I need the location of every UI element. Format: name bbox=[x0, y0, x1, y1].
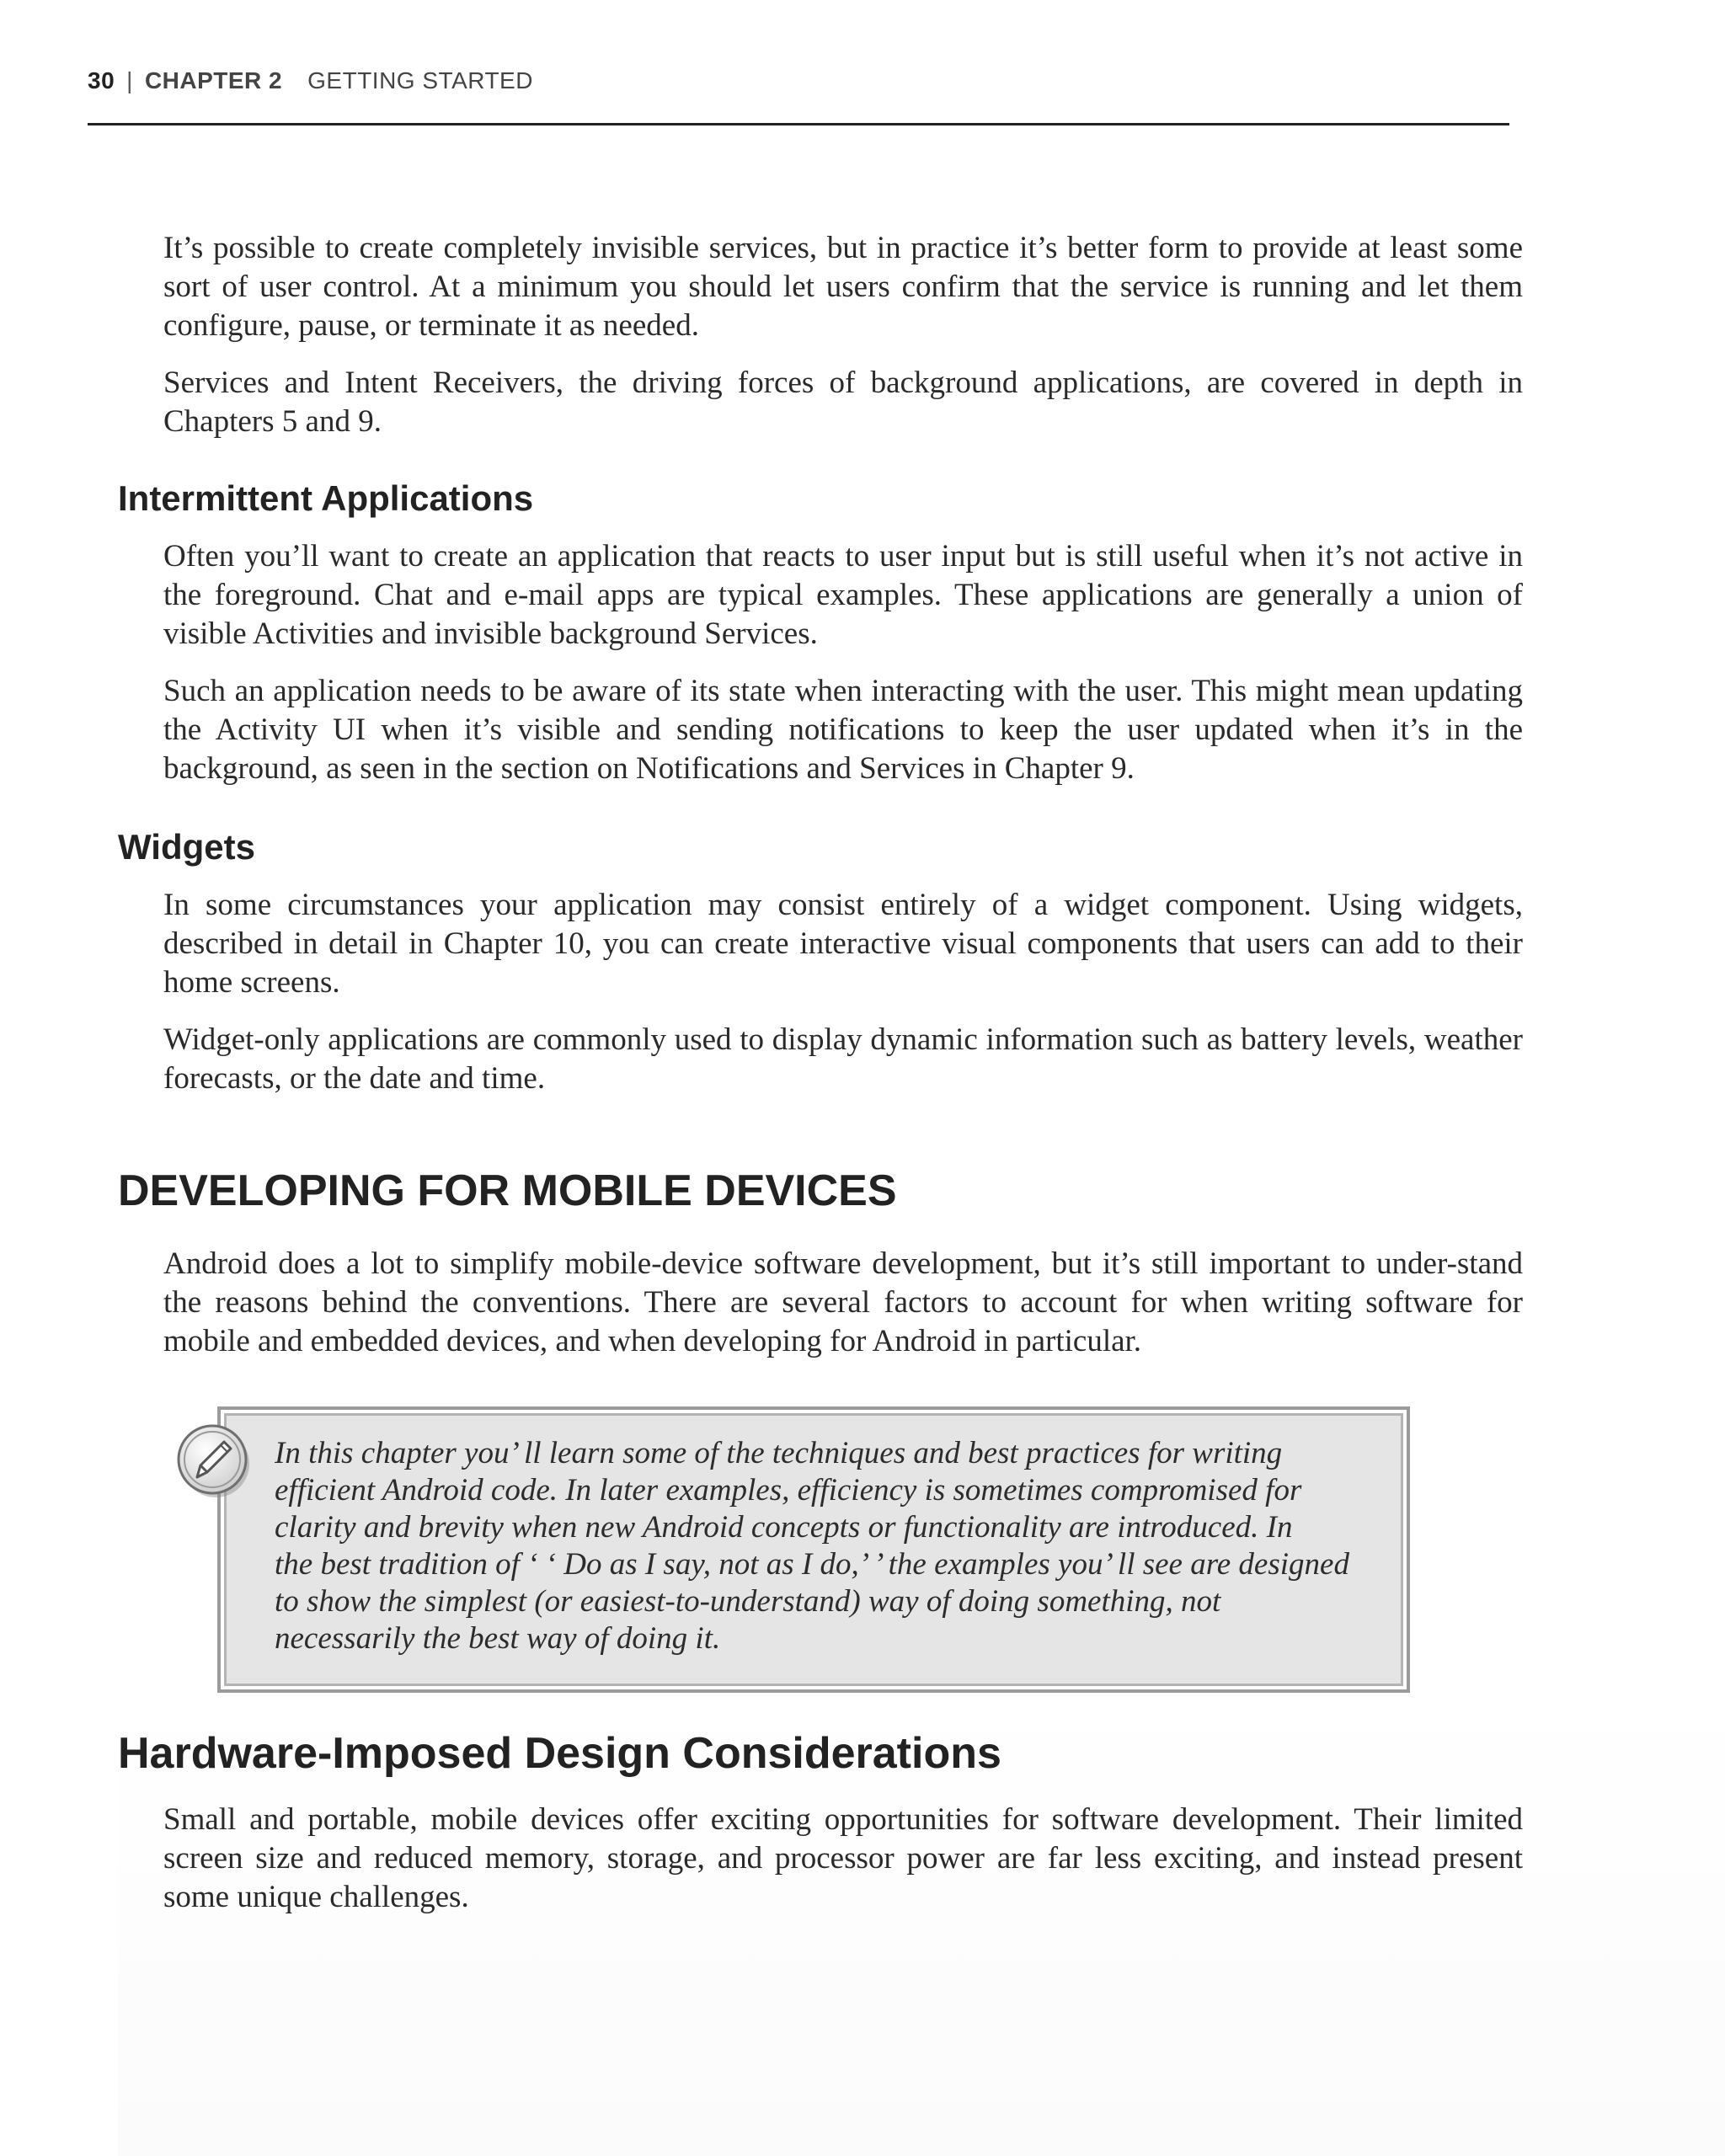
intermittent-paragraph-1: Often you’ll want to create an application that reacts to user input but is still useful when it’s not active in the foreground. Chat and e-mail apps are typical examples. These applications are generally a union of visible Activities and invisible background Services. bbox=[163, 539, 1523, 651]
chapter-title: GETTING STARTED bbox=[307, 67, 533, 93]
developing-paragraph-1: Android does a lot to simplify mobile-device software development, but it’s still important to under-stand the reasons behind the conventions. There are several factors to account for when writing software for mobile and embedded devices, and when developing for Android in particular. bbox=[163, 1246, 1523, 1358]
running-header bbox=[88, 67, 533, 94]
hardware-heading: Hardware-Imposed Design Considerations bbox=[118, 1729, 1001, 1778]
widgets-paragraph-1: In some circumstances your application may consist entirely of a widget component. Using widgets, described in detail in Chapter 10, you can create interactive visual components that users can add to their home screens. bbox=[163, 888, 1523, 1000]
header-rule bbox=[88, 123, 1509, 125]
intro-paragraph-2: Services and Intent Receivers, the driving forces of background applications, are covered in depth in Chapters 5 and 9. bbox=[163, 366, 1523, 439]
intro-paragraph-1: It’s possible to create completely invisible services, but in practice it’s better form to provide at least some sort of user control. At a minimum you should let users confirm that the service is running and let them configure, pause, or terminate it as needed. bbox=[163, 231, 1523, 343]
intermittent-heading: Intermittent Applications bbox=[118, 478, 534, 518]
widgets-paragraph-2: Widget-only applications are commonly used to display dynamic information such as battery levels, weather forecasts, or the date and time. bbox=[163, 1022, 1523, 1096]
page-number: 30 bbox=[88, 67, 115, 93]
note-line: clarity and brevity when new Android concepts or functionality are introduced. In bbox=[275, 1510, 1293, 1545]
note-line: the best tradition of ‘ ‘ Do as I say, not as I do,’ ’ the examples you’ ll see are designed bbox=[275, 1547, 1349, 1582]
intermittent-paragraph-2: Such an application needs to be aware of its state when interacting with the user. This might mean updating the Activity UI when it’s visible and sending notifications to keep the user updated when it’s in the background, as seen in the section on Notifications and Services in Chapter 9. bbox=[163, 674, 1523, 786]
note-line: In this chapter you’ ll learn some of the techniques and best practices for writing bbox=[275, 1436, 1283, 1470]
developing-heading: DEVELOPING FOR MOBILE DEVICES bbox=[118, 1166, 897, 1215]
note-line: necessarily the best way of doing it. bbox=[275, 1621, 721, 1656]
note-text bbox=[275, 1435, 1496, 1657]
hardware-paragraph-1: Small and portable, mobile devices offer exciting opportunities for software development. Their limited screen size and reduced memory, storage, and processor power are far less exciting, and instead present some unique challenges. bbox=[163, 1802, 1523, 1914]
note-line: efficient Android code. In later examples, efficiency is sometimes compromised for bbox=[275, 1473, 1302, 1508]
pencil-icon bbox=[177, 1423, 253, 1499]
widgets-heading: Widgets bbox=[118, 827, 255, 867]
header-separator: | bbox=[126, 67, 133, 93]
chapter-label: CHAPTER 2 bbox=[144, 67, 283, 93]
note-line: to show the simplest (or easiest-to-understand) way of doing something, not bbox=[275, 1584, 1221, 1619]
